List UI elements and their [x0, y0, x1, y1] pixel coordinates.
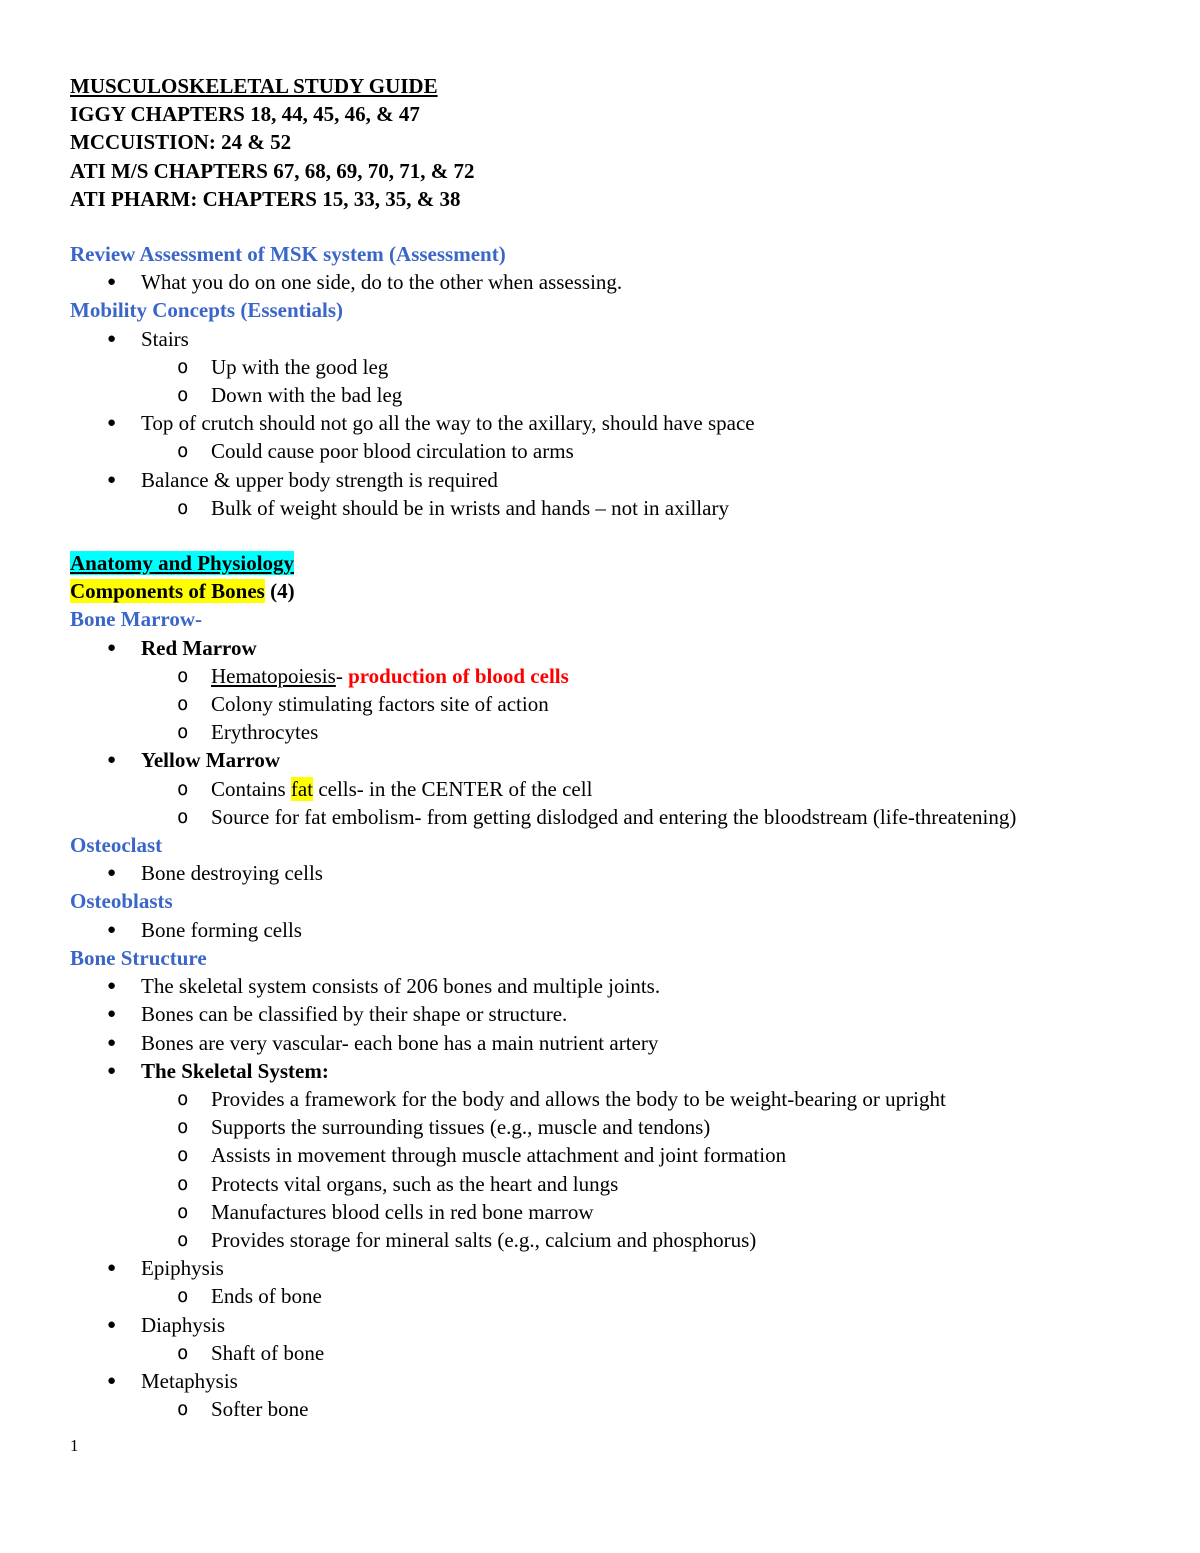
sub-bullet-marker: o	[177, 664, 189, 687]
sub-bullet-marker: o	[177, 721, 189, 744]
fat-highlight: fat	[290, 776, 314, 801]
section-heading-bone-marrow: Bone Marrow-	[70, 607, 202, 632]
sub-bullet-marker: o	[177, 1398, 189, 1421]
sub-bullet-item: o Could cause poor blood circulation to arms	[70, 437, 1150, 465]
bullet-item: ● Bones can be classified by their shape or structure.	[70, 1000, 1150, 1028]
bullet-marker: ●	[107, 1260, 117, 1277]
hematopoiesis-term: Hematopoiesis	[211, 663, 336, 688]
bullet-marker: ●	[107, 1316, 117, 1333]
sub-bullet-item: o Manufactures blood cells in red bone marrow	[70, 1198, 1150, 1226]
bullet-item: ● What you do on one side, do to the other when assessing.	[70, 268, 1150, 296]
spacer	[70, 213, 1150, 240]
bullet-marker: ●	[107, 1062, 117, 1079]
sub-bullet-item: o Hematopoiesis- production of blood cells	[70, 662, 1150, 690]
sub-bullet-item: o Up with the good leg	[70, 353, 1150, 381]
sub-bullet-marker: o	[177, 496, 189, 519]
bullet-item: ● Balance & upper body strength is required	[70, 466, 1150, 494]
bullet-marker: ●	[107, 921, 117, 938]
anatomy-heading-line	[70, 549, 1150, 577]
bullet-item: ● Red Marrow	[70, 634, 1150, 662]
section-heading-mobility: Mobility Concepts (Essentials)	[70, 298, 343, 323]
sub-bullet-item: o Down with the bad leg	[70, 381, 1150, 409]
bullet-marker: ●	[107, 639, 117, 656]
bullet-marker: ●	[107, 865, 117, 882]
document-title: MUSCULOSKELETAL STUDY GUIDE	[70, 74, 438, 98]
bullet-marker: ●	[107, 274, 117, 291]
sub-bullet-marker: o	[177, 1341, 189, 1364]
bullet-item: ● Stairs	[70, 325, 1150, 353]
sub-bullet-marker: o	[177, 1116, 189, 1139]
document-page	[70, 72, 1150, 1423]
anatomy-heading: Anatomy and Physiology	[70, 551, 295, 576]
components-heading: Components of Bones	[70, 579, 265, 604]
sub-bullet-marker: o	[177, 1172, 189, 1195]
bullet-item: ● Top of crutch should not go all the way to the axillary, should have space	[70, 409, 1150, 437]
bullet-item: ● Bone destroying cells	[70, 859, 1150, 887]
sub-bullet-item: o Assists in movement through muscle attachment and joint formation	[70, 1141, 1150, 1169]
bullet-marker: ●	[107, 1006, 117, 1023]
components-count: (4)	[264, 579, 295, 604]
bullet-item: ● Bone forming cells	[70, 916, 1150, 944]
header-line: ATI M/S CHAPTERS 67, 68, 69, 70, 71, & 72	[70, 158, 475, 183]
bullet-marker: ●	[107, 471, 117, 488]
sub-bullet-item: o Contains fat cells- in the CENTER of the cell	[70, 775, 1150, 803]
sub-bullet-item: o Colony stimulating factors site of action	[70, 690, 1150, 718]
section-heading-osteoclast: Osteoclast	[70, 833, 163, 858]
bullet-item: ● Yellow Marrow	[70, 746, 1150, 774]
section-heading-osteoblasts: Osteoblasts	[70, 889, 173, 914]
bullet-item: ● Diaphysis	[70, 1311, 1150, 1339]
bullet-marker: ●	[107, 1034, 117, 1051]
sub-bullet-item: o Erythrocytes	[70, 718, 1150, 746]
sub-bullet-marker: o	[177, 384, 189, 407]
bullet-item: ● Metaphysis	[70, 1367, 1150, 1395]
hematopoiesis-definition: production of blood cells	[348, 663, 569, 688]
bullet-item: ● Epiphysis	[70, 1254, 1150, 1282]
sub-bullet-marker: o	[177, 1200, 189, 1223]
header-line: ATI PHARM: CHAPTERS 15, 33, 35, & 38	[70, 186, 461, 211]
section-heading-review: Review Assessment of MSK system (Assessment)	[70, 242, 506, 267]
sub-bullet-item: o Provides a framework for the body and allows the body to be weight-bearing or upright	[70, 1085, 1150, 1113]
page-number: 1	[70, 1436, 79, 1455]
sub-bullet-marker: o	[177, 805, 189, 828]
sub-bullet-item: o Protects vital organs, such as the heart and lungs	[70, 1170, 1150, 1198]
sub-bullet-marker: o	[177, 440, 189, 463]
sub-bullet-marker: o	[177, 693, 189, 716]
bullet-item: ● The skeletal system consists of 206 bones and multiple joints.	[70, 972, 1150, 1000]
sub-bullet-item: o Bulk of weight should be in wrists and hands – not in axillary	[70, 494, 1150, 522]
sub-bullet-marker: o	[177, 777, 189, 800]
bullet-marker: ●	[107, 415, 117, 432]
bullet-marker: ●	[107, 1372, 117, 1389]
bullet-item: ● The Skeletal System:	[70, 1057, 1150, 1085]
components-heading-line	[70, 577, 1150, 605]
bullet-marker: ●	[107, 752, 117, 769]
sub-bullet-marker: o	[177, 1144, 189, 1167]
spacer	[70, 522, 1150, 549]
header-line: IGGY CHAPTERS 18, 44, 45, 46, & 47	[70, 102, 420, 127]
sub-bullet-item: o Ends of bone	[70, 1282, 1150, 1310]
header-line: MCCUISTION: 24 & 52	[70, 130, 292, 155]
sub-bullet-marker: o	[177, 355, 189, 378]
sub-bullet-item: o Source for fat embolism- from getting dislodged and entering the bloodstream (life-threatening)	[70, 803, 1150, 831]
bullet-marker: ●	[107, 978, 117, 995]
sub-bullet-item: o Softer bone	[70, 1395, 1150, 1423]
sub-bullet-marker: o	[177, 1087, 189, 1110]
bullet-item: ● Bones are very vascular- each bone has a main nutrient artery	[70, 1029, 1150, 1057]
sub-bullet-item: o Supports the surrounding tissues (e.g., muscle and tendons)	[70, 1113, 1150, 1141]
sub-bullet-marker: o	[177, 1228, 189, 1251]
sub-bullet-marker: o	[177, 1285, 189, 1308]
bullet-marker: ●	[107, 330, 117, 347]
section-heading-bone-structure: Bone Structure	[70, 945, 207, 970]
sub-bullet-item: o Provides storage for mineral salts (e.g., calcium and phosphorus)	[70, 1226, 1150, 1254]
sub-bullet-item: o Shaft of bone	[70, 1339, 1150, 1367]
